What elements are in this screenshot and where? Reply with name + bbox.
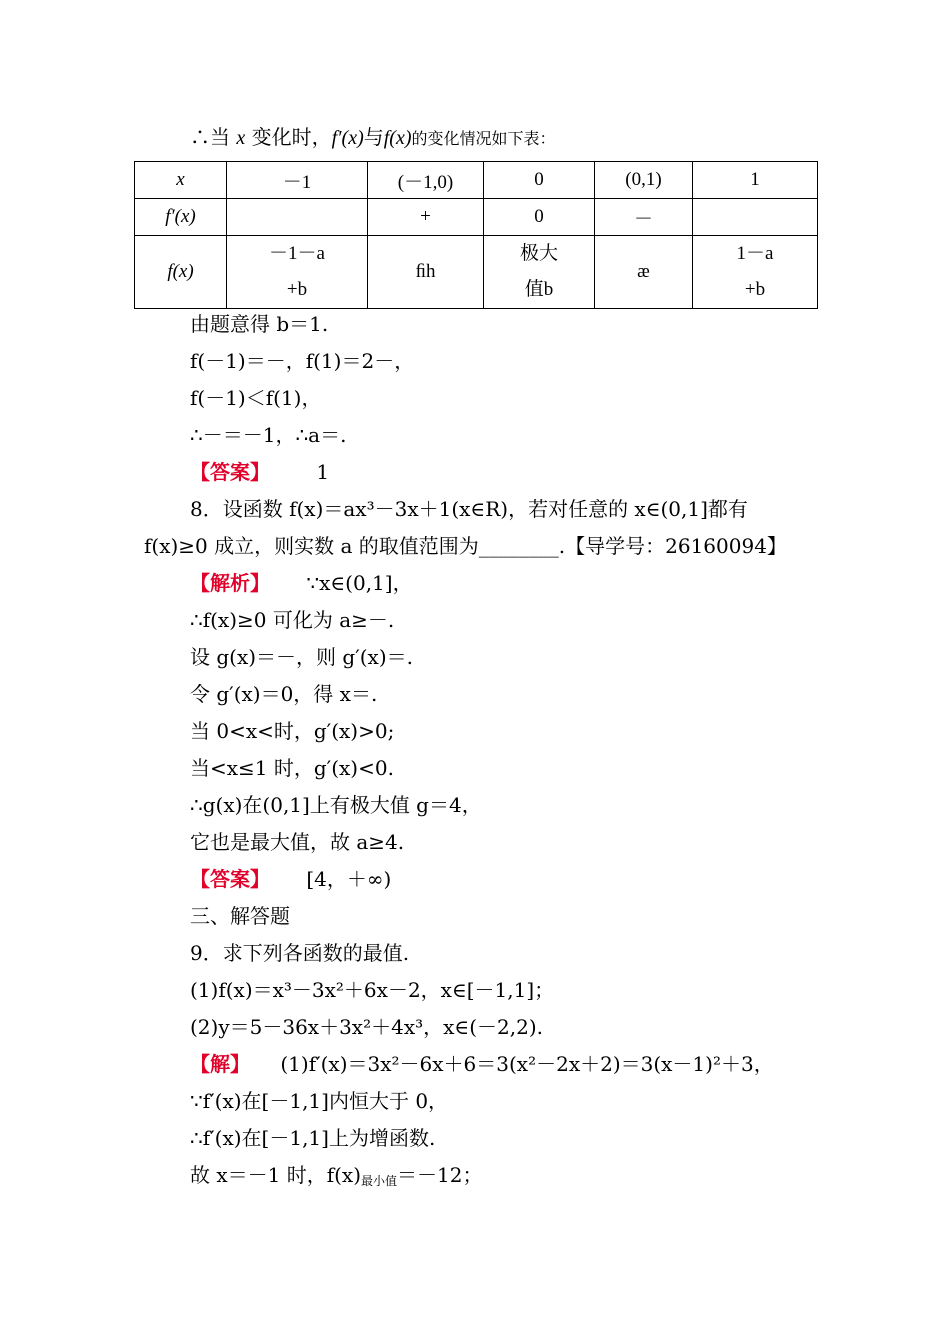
text-line: 令 g′(x)＝0，得 x＝. (190, 682, 378, 706)
text-line: ∴g(x)在(0,1]上有极大值 g＝4， (190, 793, 482, 817)
answer-value: 1 (316, 460, 330, 484)
table-row-x (135, 162, 818, 199)
intro-yu: 与 (363, 125, 384, 149)
question-9-part1: (1)f(x)＝x³－3x²＋6x－2，x∈[－1,1]； (190, 978, 555, 1002)
min-value-result: ＝－12； (397, 1163, 483, 1187)
table-header-cell: 0 (484, 162, 595, 199)
intro-suffix: 的变化情况如下表： (411, 129, 556, 148)
table-cell: 0 (484, 199, 595, 236)
table-row-fprime (135, 199, 818, 236)
cell-line: 值b (524, 279, 554, 300)
solution-value: (1)f′(x)＝3x²－6x＋6＝3(x²－2x＋2)＝3(x－1)²＋3， (280, 1052, 774, 1076)
table-cell: ﬁh (368, 236, 484, 309)
text-line: ∴－＝－1，∴a＝. (190, 423, 347, 447)
table-header-cell: (－1,0) (368, 162, 484, 199)
table-cell (484, 236, 595, 309)
question-8-line2: f(x)≥0 成立，则实数 a 的取值范围为________.【导学号：26160094】 (144, 534, 787, 558)
text-line: 当 0<x<时，g′(x)>0; (190, 719, 395, 743)
section-heading: 三、解答题 (190, 904, 290, 928)
solution-tag: 【解】 (190, 1052, 250, 1076)
text-line: 由题意得 b＝1. (190, 312, 329, 336)
table-cell (693, 236, 818, 309)
analysis-value: ∵x∈(0,1]， (306, 571, 413, 595)
table-header-cell: 1 (693, 162, 818, 199)
text-line: ∴f(x)≥0 可化为 a≥－. (190, 608, 395, 632)
question-8-line1: 8．设函数 f(x)＝ax³－3x＋1(x∈R)，若对任意的 x∈(0,1]都有 (190, 497, 748, 521)
table-cell: f′(x) (135, 199, 227, 236)
text-line: 它也是最大值，故 a≥4. (190, 830, 405, 854)
cell-line: －1－a (269, 243, 325, 264)
text-line: f(－1)＝－，f(1)＝2－， (190, 349, 415, 373)
intro-fprime: f′(x) (331, 127, 364, 149)
table-cell (227, 236, 368, 309)
table-header-cell: (0,1) (595, 162, 693, 199)
table-cell: æ (595, 236, 693, 309)
question-9: 9．求下列各函数的最值. (190, 941, 410, 965)
table-header-cell: x (135, 162, 227, 199)
table-cell: － (595, 199, 693, 236)
intro-fx: f(x) (383, 127, 412, 149)
cell-line: +b (744, 279, 766, 300)
min-value-text: 故 x＝－1 时，f(x) (190, 1163, 362, 1187)
variation-table (134, 161, 818, 309)
text-line: 设 g(x)＝－，则 g′(x)＝. (190, 645, 413, 669)
analysis-tag: 【解析】 (190, 571, 270, 595)
cell-line: 1－a (736, 243, 774, 264)
text-line: f(－1)＜f(1)， (190, 386, 322, 410)
table-header-cell: －1 (227, 162, 368, 199)
min-value-subscript: 最小值 (361, 1174, 398, 1188)
analysis-line (190, 570, 413, 596)
answer-line (190, 459, 329, 485)
answer-value: [4，＋∞) (306, 867, 392, 891)
table-cell (227, 199, 368, 236)
cell-line: +b (286, 279, 308, 300)
question-9-part2: (2)y＝5－36x＋3x²＋4x³，x∈(－2,2). (190, 1015, 543, 1039)
text-line: 当<x≤1 时，g′(x)<0. (190, 756, 394, 780)
answer-tag: 【答案】 (190, 867, 270, 891)
intro-mid: 变化时， (251, 125, 332, 149)
intro-prefix: ∴当 (190, 125, 230, 149)
answer-line (190, 866, 391, 892)
table-row-f (135, 236, 818, 309)
table-cell: f(x) (135, 236, 227, 309)
cell-line: 极大 (519, 243, 558, 264)
table-cell: + (368, 199, 484, 236)
min-value-line (190, 1162, 482, 1194)
intro-var-x: x (236, 127, 246, 149)
solution-line (190, 1051, 774, 1077)
table-cell (693, 199, 818, 236)
text-line: ∵f′(x)在[－1,1]内恒大于 0， (190, 1089, 449, 1113)
answer-tag: 【答案】 (190, 460, 270, 484)
text-line: ∴f′(x)在[－1,1]上为增函数. (190, 1126, 436, 1150)
intro-line (190, 124, 556, 152)
